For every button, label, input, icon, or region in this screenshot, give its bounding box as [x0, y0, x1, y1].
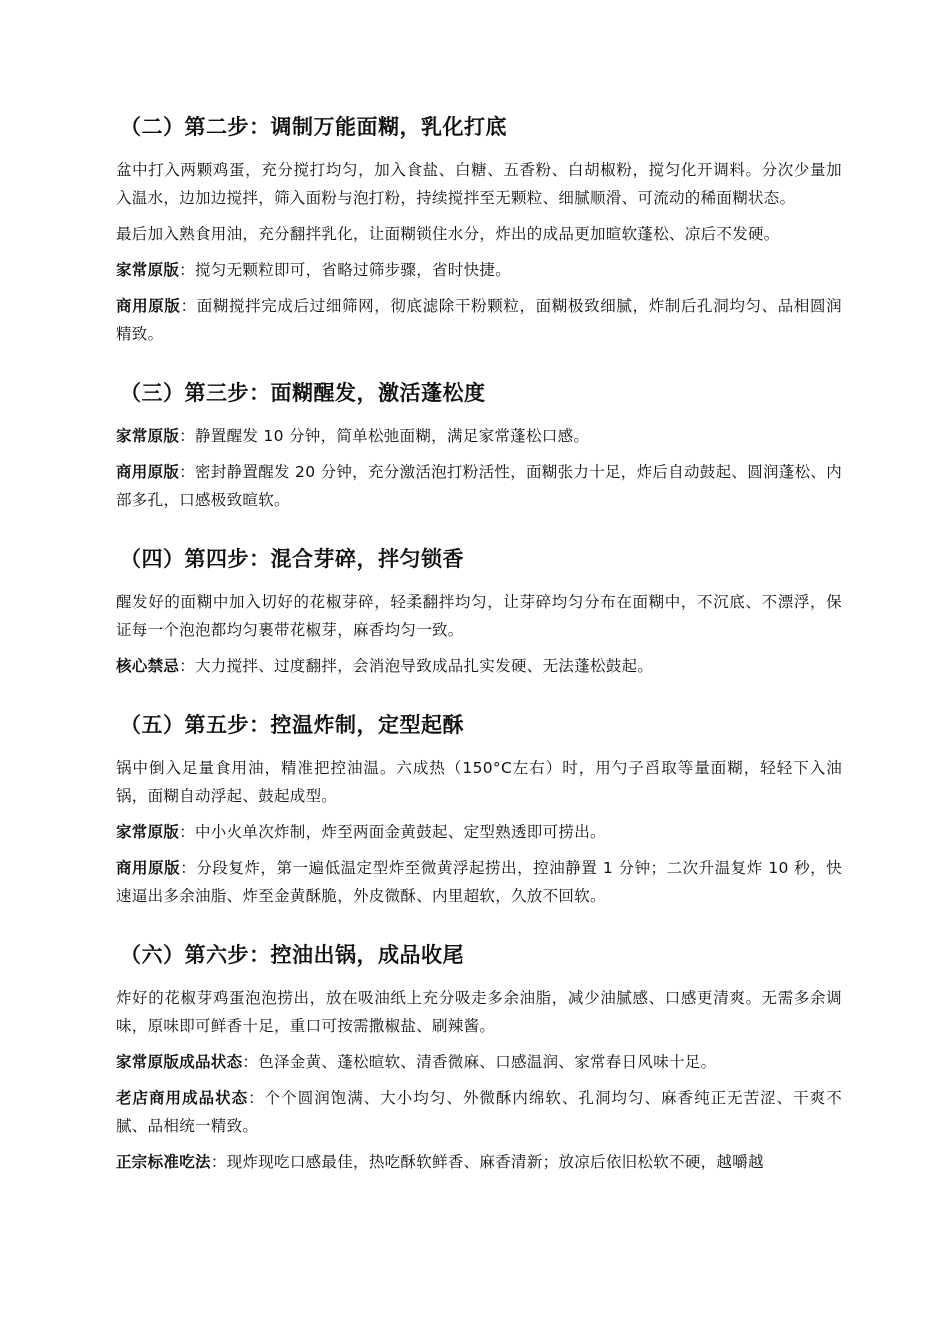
- section: [116, 940, 842, 1176]
- paragraph: [116, 458, 842, 514]
- paragraph-label: 商用原版: [116, 859, 181, 877]
- paragraph-text: ：面糊搅拌完成后过细筛网，彻底滤除干粉颗粒，面糊极致细腻，炸制后孔洞均匀、品相圆润精致。: [116, 297, 842, 343]
- paragraph-text: ：个个圆润饱满、大小均匀、外微酥内绵软、孔洞均匀、麻香纯正无苦涩、干爽不腻、品相统一精致。: [116, 1089, 842, 1135]
- section-heading: （三）第三步：面糊醒发，激活蓬松度: [120, 381, 486, 405]
- paragraph: [116, 422, 842, 450]
- paragraph-text: ：现炸现吃口感最佳，热吃酥软鲜香、麻香清新；放凉后依旧松软不硬，越嚼越: [210, 1153, 764, 1171]
- paragraph-text: ：密封静置醒发 20 分钟，充分激活泡打粉活性，面糊张力十足，炸后自动鼓起、圆润蓬松、内部多孔，口感极致暄软。: [116, 463, 842, 509]
- paragraph-label: 正宗标准吃法: [116, 1153, 211, 1171]
- paragraph-text: ：静置醒发 10 分钟，简单松弛面糊，满足家常蓬松口感。: [179, 427, 590, 445]
- paragraph: [116, 588, 842, 644]
- section-heading: （六）第六步：控油出锅，成品收尾: [120, 943, 464, 967]
- paragraph-text: ：中小火单次炸制，炸至两面金黄鼓起、定型熟透即可捞出。: [179, 823, 606, 841]
- paragraph-text: ：搅匀无颗粒即可，省略过筛步骤，省时快捷。: [179, 261, 512, 279]
- section-spacer: [116, 522, 842, 544]
- paragraph-text: 盆中打入两颗鸡蛋，充分搅打均匀，加入食盐、白糖、五香粉、白胡椒粉，搅匀化开调料。分次少量加入温水，边加边搅拌，筛入面粉与泡打粉，持续搅拌至无颗粒、细腻顺滑、可流动的稀面糊状态。: [116, 161, 842, 207]
- paragraph-label: 商用原版: [116, 463, 180, 481]
- paragraph: [116, 652, 842, 680]
- paragraph: [116, 256, 842, 284]
- section: [116, 710, 842, 910]
- paragraph: [116, 292, 842, 348]
- paragraph-label: 家常原版成品状态: [116, 1053, 243, 1071]
- section-heading: （四）第四步：混合芽碎，拌匀锁香: [120, 547, 464, 571]
- section-spacer: [116, 688, 842, 710]
- section-spacer: [116, 918, 842, 940]
- document-page: [116, 112, 842, 1184]
- paragraph: [116, 1084, 842, 1140]
- section-heading: （五）第五步：控温炸制，定型起酥: [120, 713, 464, 737]
- paragraph: [116, 1048, 842, 1076]
- paragraph-text: ：分段复炸，第一遍低温定型炸至微黄浮起捞出，控油静置 1 分钟；二次升温复炸 10 秒，快速逼出多余油脂、炸至金黄酥脆，外皮微酥、内里超软，久放不回软。: [116, 859, 843, 905]
- paragraph-text: 最后加入熟食用油，充分翻拌乳化，让面糊锁住水分，炸出的成品更加暄软蓬松、凉后不发硬。: [116, 225, 780, 243]
- paragraph-label: 商用原版: [116, 297, 181, 315]
- section-spacer: [116, 356, 842, 378]
- paragraph-text: 醒发好的面糊中加入切好的花椒芽碎，轻柔翻拌均匀，让芽碎均匀分布在面糊中，不沉底、不漂浮，保证每一个泡泡都均匀裹带花椒芽，麻香均匀一致。: [116, 593, 842, 639]
- paragraph: [116, 818, 842, 846]
- paragraph-label: 老店商用成品状态: [116, 1089, 249, 1107]
- paragraph-label: 核心禁忌: [116, 657, 180, 675]
- paragraph-label: 家常原版: [116, 823, 180, 841]
- section: [116, 112, 842, 348]
- paragraph: [116, 220, 842, 248]
- paragraph: [116, 854, 842, 910]
- paragraph-text: ：色泽金黄、蓬松暄软、清香微麻、口感温润、家常春日风味十足。: [242, 1053, 717, 1071]
- section: [116, 544, 842, 680]
- paragraph-text: ：大力搅拌、过度翻拌，会消泡导致成品扎实发硬、无法蓬松鼓起。: [179, 657, 654, 675]
- section: [116, 378, 842, 514]
- paragraph-label: 家常原版: [116, 427, 180, 445]
- paragraph: [116, 156, 842, 212]
- paragraph: [116, 984, 842, 1040]
- paragraph: [116, 754, 842, 810]
- paragraph: [116, 1148, 842, 1176]
- paragraph-label: 家常原版: [116, 261, 180, 279]
- section-heading: （二）第二步：调制万能面糊，乳化打底: [120, 115, 507, 139]
- paragraph-text: 炸好的花椒芽鸡蛋泡泡捞出，放在吸油纸上充分吸走多余油脂，减少油腻感、口感更清爽。无需多余调味，原味即可鲜香十足，重口可按需撒椒盐、刷辣酱。: [116, 989, 842, 1035]
- paragraph-text: 锅中倒入足量食用油，精准把控油温。六成热（150°C左右）时，用勺子舀取等量面糊，轻轻下入油锅，面糊自动浮起、鼓起成型。: [116, 759, 842, 805]
